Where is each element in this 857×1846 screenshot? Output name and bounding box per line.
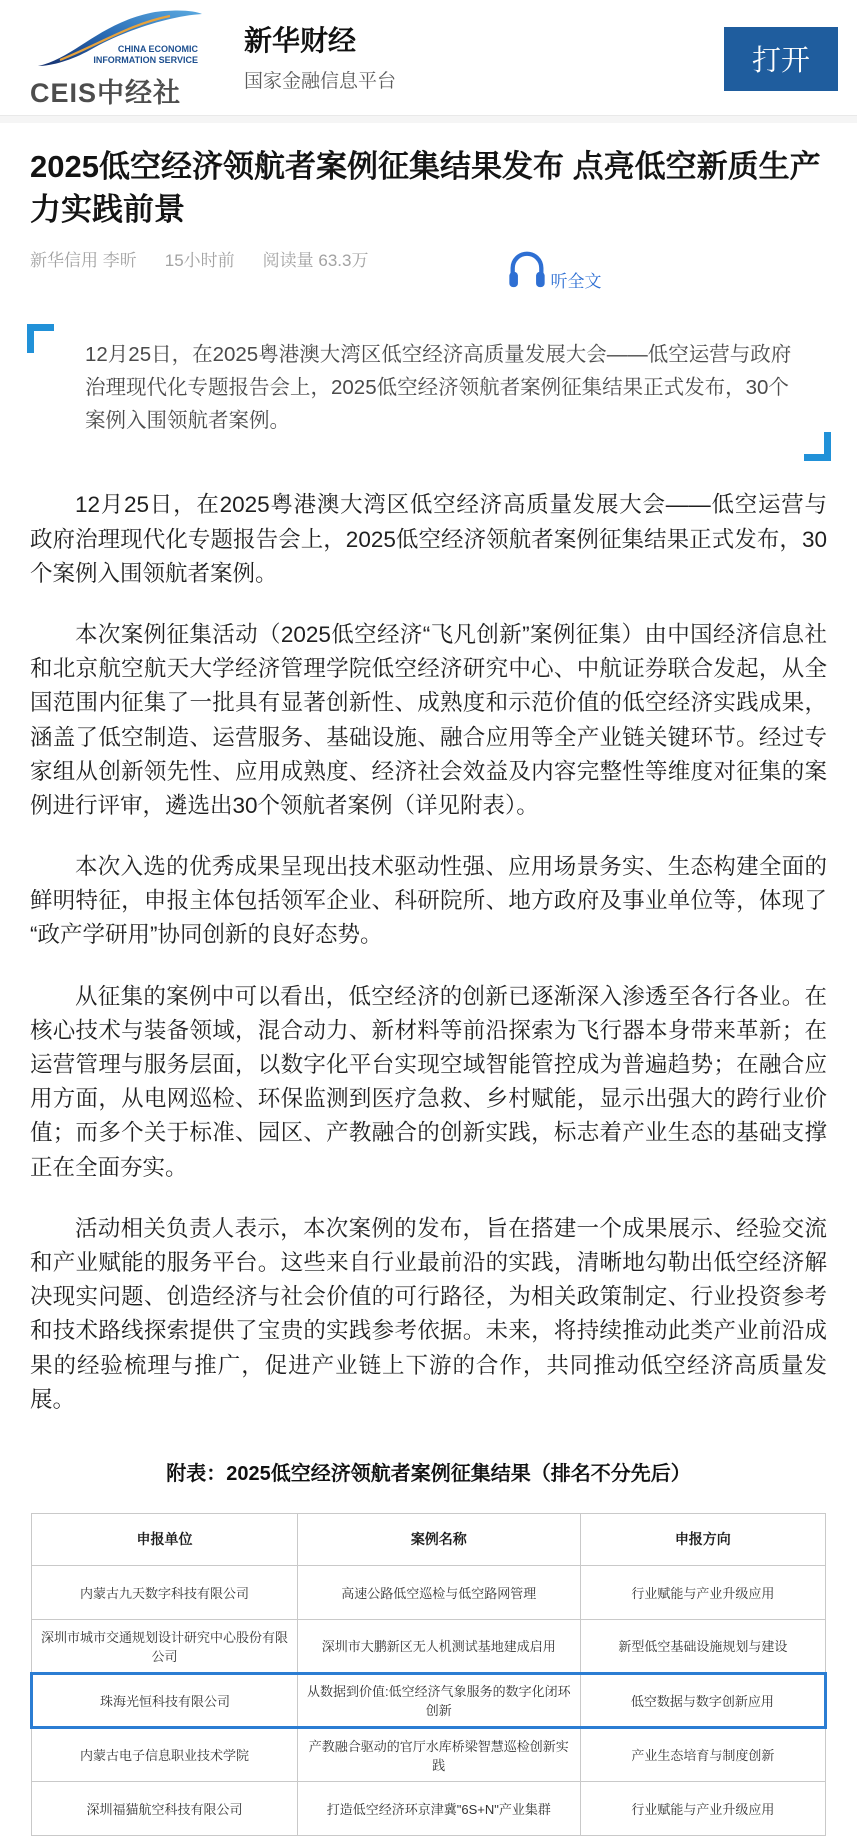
table-row bbox=[32, 1619, 826, 1673]
article-time: 15小时前 bbox=[164, 250, 235, 270]
table-row bbox=[32, 1565, 826, 1619]
summary-quote bbox=[30, 322, 827, 462]
cell-case: 打造低空经济环京津冀"6S+N"产业集群 bbox=[297, 1781, 580, 1835]
open-app-button[interactable]: 打开 bbox=[724, 27, 838, 91]
table-row-highlighted bbox=[32, 1673, 826, 1727]
ceis-swoosh-icon bbox=[30, 8, 220, 70]
cell-case: 从数据到价值:低空经济气象服务的数字化闭环创新 bbox=[297, 1673, 580, 1727]
paragraph-4: 从征集的案例中可以看出，低空经济的创新已逐渐深入渗透至各行各业。在核心技术与装备领域，混合动力、新材料等前沿探索为飞行器本身带来革新；在运营管理与服务层面，以数字化平台实现空域智能管控成为普遍趋势；在融合应用方面，从电网巡检、环保监测到医疗急救、乡村赋能，显示出强大的跨行业价值；而多个关于标准、园区、产教融合的创新实践，标志着产业生态的基础支撑正在全面夯实。 bbox=[30, 983, 827, 1180]
cell-direction: 行业赋能与产业升级应用 bbox=[580, 1781, 825, 1835]
results-table bbox=[30, 1513, 827, 1836]
cell-direction: 低空数据与数字创新应用 bbox=[580, 1673, 825, 1727]
table-row bbox=[32, 1781, 826, 1835]
cell-case: 深圳市大鹏新区无人机测试基地建成启用 bbox=[297, 1619, 580, 1673]
article-content bbox=[0, 145, 857, 1846]
table-caption: 附表：2025低空经济领航者案例征集结果（排名不分先后） bbox=[166, 1462, 691, 1485]
article-source: 新华信用 李昕 bbox=[30, 250, 137, 270]
brand-block bbox=[244, 24, 724, 94]
paragraph-3: 本次入选的优秀成果呈现出技术驱动性强、应用场景务实、生态构建全面的鲜明特征，申报主体包括领军企业、科研院所、地方政府及事业单位等，体现了“政产学研用”协同创新的良好态势。 bbox=[30, 854, 827, 948]
cell-org: 内蒙古九天数字科技有限公司 bbox=[32, 1565, 298, 1619]
summary-quote-text: 12月25日，在2025粤港澳大湾区低空经济高质量发展大会——低空运营与政府治理现代化专题报告会上，2025低空经济领航者案例征集结果正式发布，30个案例入围领航者案例。 bbox=[85, 342, 792, 433]
article-title: 2025低空经济领航者案例征集结果发布 点亮低空新质生产力实践前景 bbox=[30, 149, 821, 228]
cell-org: 内蒙古电子信息职业技术学院 bbox=[32, 1727, 298, 1781]
headphone-icon bbox=[506, 246, 548, 292]
cell-org: 深圳市城市交通规划设计研究中心股份有限公司 bbox=[32, 1619, 298, 1673]
cell-direction: 行业赋能与产业升级应用 bbox=[580, 1565, 825, 1619]
col-header-org: 申报单位 bbox=[32, 1513, 298, 1565]
table-header-row bbox=[32, 1513, 826, 1565]
paragraph-2: 本次案例征集活动（2025低空经济“飞凡创新”案例征集）由中国经济信息社和北京航空航天大学经济管理学院低空经济研究中心、中航证券联合发起，从全国范围内征集了一批具有显著创新性、成熟度和示范价值的低空经济实践成果，涵盖了低空制造、运营服务、基础设施、融合应用等全产业链关键环节。经过专家组从创新领先性、应用成熟度、经济社会效益及内容完整性等维度对征集的案例进行评审，遴选出30个领航者案例（详见附表）。 bbox=[30, 621, 827, 818]
listen-control[interactable] bbox=[506, 246, 601, 292]
table-row bbox=[32, 1727, 826, 1781]
ceis-wordmark: CEIS中经社 bbox=[30, 77, 182, 108]
cell-org: 珠海光恒科技有限公司 bbox=[32, 1673, 298, 1727]
paragraph-5: 活动相关负责人表示，本次案例的发布，旨在搭建一个成果展示、经验交流和产业赋能的服务平台。这些来自行业最前沿的实践，清晰地勾勒出低空经济解决现实问题、创造经济与社会价值的可行路径，为相关政策制定、行业投资参考和技术路线探索提供了宝贵的实践参考依据。未来，将持续推动此类产业前沿成果的经验梳理与推广，促进产业链上下游的合作，共同推动低空经济高质量发展。 bbox=[30, 1215, 827, 1412]
cell-direction: 产业生态培育与制度创新 bbox=[580, 1727, 825, 1781]
cell-org: 深圳福猫航空科技有限公司 bbox=[32, 1781, 298, 1835]
col-header-case: 案例名称 bbox=[297, 1513, 580, 1565]
brand-subtitle: 国家金融信息平台 bbox=[244, 71, 397, 93]
header-divider bbox=[0, 115, 857, 123]
brand-title: 新华财经 bbox=[244, 24, 357, 56]
cell-direction: 新型低空基础设施规划与建设 bbox=[580, 1619, 825, 1673]
paragraph-1: 12月25日，在2025粤港澳大湾区低空经济高质量发展大会——低空运营与政府治理现代化专题报告会上，2025低空经济领航者案例征集结果正式发布，30个案例入围领航者案例。 bbox=[30, 492, 827, 586]
article-meta bbox=[30, 246, 827, 292]
ceis-logo[interactable] bbox=[30, 8, 220, 110]
cell-case: 产教融合驱动的官厅水库桥梁智慧巡检创新实践 bbox=[297, 1727, 580, 1781]
app-header bbox=[0, 0, 857, 115]
article-read-count: 阅读量 63.3万 bbox=[262, 250, 369, 270]
col-header-direction: 申报方向 bbox=[580, 1513, 825, 1565]
listen-label: 听全文 bbox=[550, 271, 602, 291]
logo-tagline-line2: INFORMATION SERVICE bbox=[93, 54, 198, 65]
logo-tagline-line1: CHINA ECONOMIC bbox=[117, 43, 198, 54]
cell-case: 高速公路低空巡检与低空路网管理 bbox=[297, 1565, 580, 1619]
